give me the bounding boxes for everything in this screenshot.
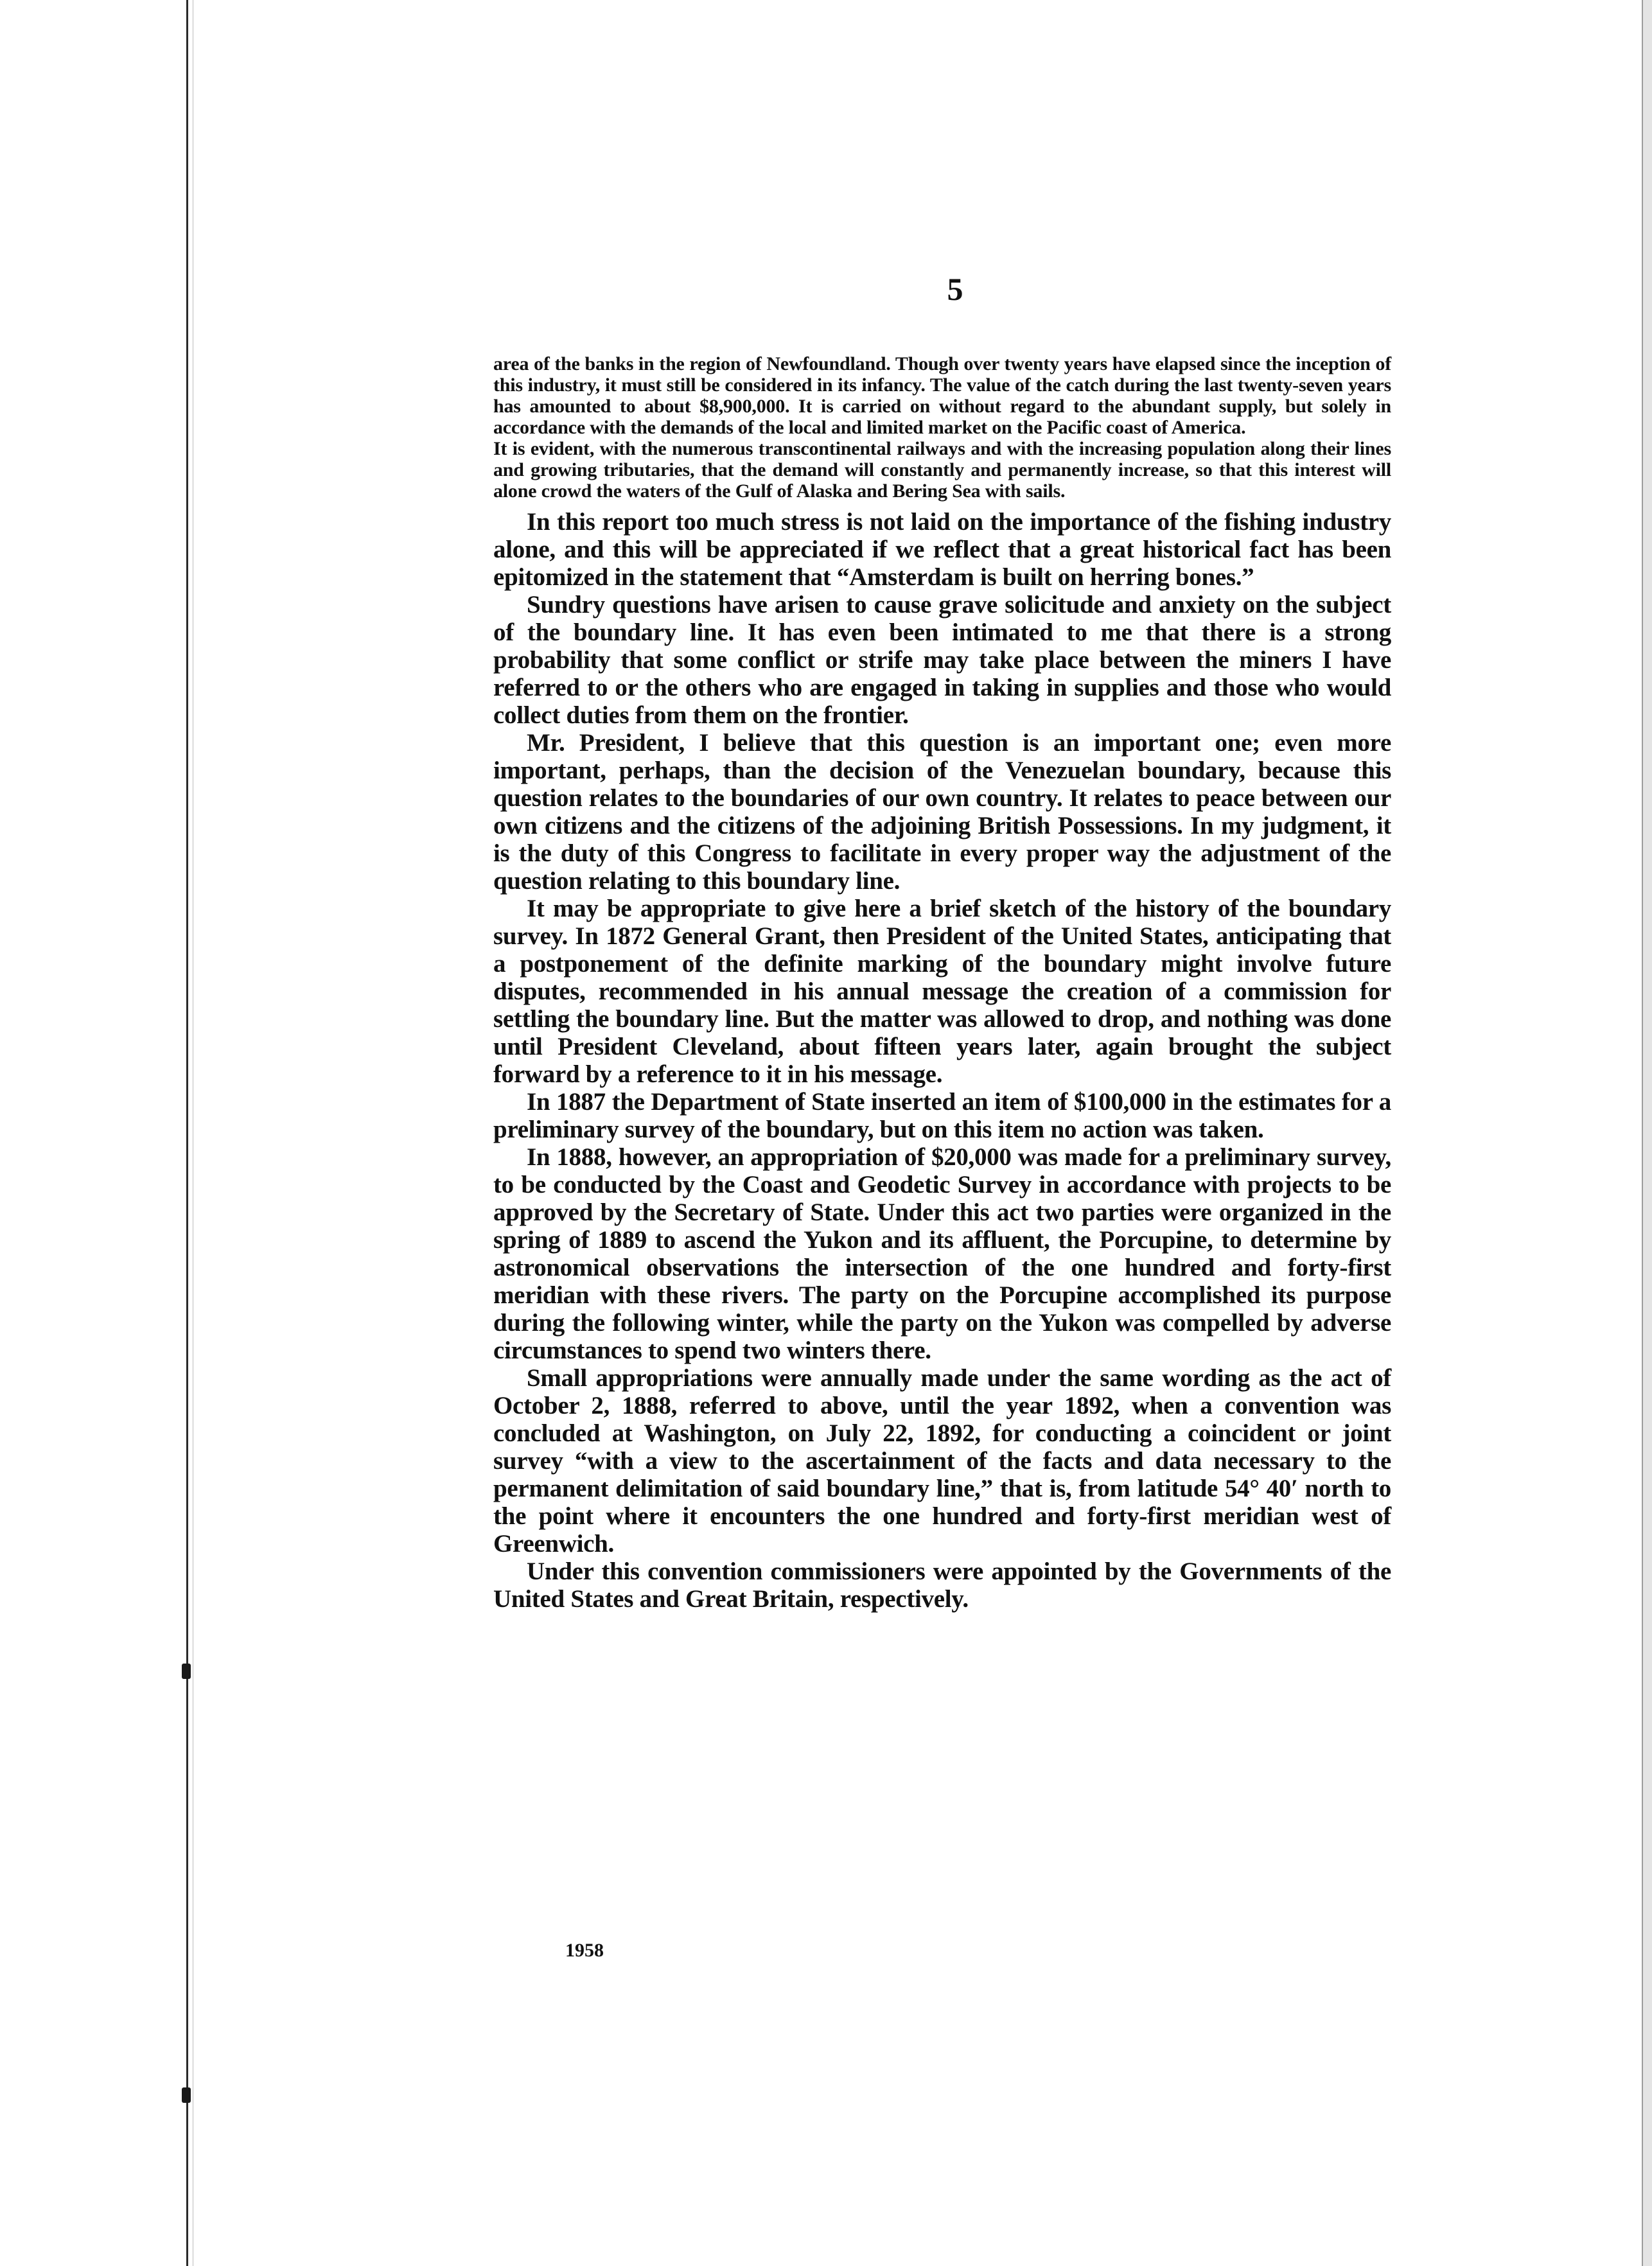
paragraph: Small appropriations were annually made under the same wording as the act of October 2, 1888, referred to above, until the year 1892, when a convention was concluded at Washington, on July 22, 1892, for conducting a coincident or joint survey “with a view to the ascertainment of the facts and data necessary to the permanent delimitation of said boundary line,” that is, from latitude 54° 40′ north to the point where it encounters the one hundred and forty-first meridian west of Greenwich. [493, 1364, 1391, 1558]
page-number: 5 [947, 271, 963, 307]
paragraph: Sundry questions have arisen to cause grave solicitude and anxiety on the subject of the boundary line. It has even been intimated to me that there is a strong probability that some conflict or strife may take place between the miners I have referred to or the others who are engaged in taking in supplies and those who would collect duties from them on the frontier. [493, 591, 1391, 729]
paragraph: It may be appropriate to give here a brief sketch of the history of the boundary survey. In 1872 General Grant, then President of the United States, anticipating that a postponement of the definite marking of the boundary might involve future disputes, recommended in his annual message the creation of a commission for settling the boundary line. But the matter was allowed to drop, and nothing was done until President Cleveland, about fifteen years later, again brought the subject forward by a reference to it in his message. [493, 895, 1391, 1088]
body-text [493, 508, 1391, 1613]
quoted-passage [493, 353, 1391, 502]
paragraph: In 1888, however, an appropriation of $20,000 was made for a preliminary survey, to be conducted by the Coast and Geodetic Survey in accordance with projects to be approved by the Secretary of State. Under this act two parties were organized in the spring of 1889 to ascend the Yukon and its affluent, the Porcupine, to determine by astronomical observations the intersection of the one hundred and forty-first meridian with these rivers. The party on the Porcupine accomplished its purpose during the following winter, while the party on the Yukon was compelled by adverse circumstances to spend two winters there. [493, 1143, 1391, 1364]
quoted-paragraph: It is evident, with the numerous transcontinental railways and with the increasing population along their lines and growing tributaries, that the demand will constantly and permanently increase, so that this interest will alone crowd the waters of the Gulf of Alaska and Bering Sea with sails. [493, 438, 1391, 502]
page-right-edge [1642, 0, 1652, 2266]
binding-edge-line [186, 0, 188, 2266]
paragraph: Mr. President, I believe that this question is an important one; even more important, perhaps, than the decision of the Venezuelan boundary, because this question relates to the boundaries of our own country. It relates to peace between our own citizens and the citizens of the adjoining British Possessions. In my judgment, it is the duty of this Congress to facilitate in every proper way the adjustment of the question relating to this boundary line. [493, 729, 1391, 895]
paragraph: In this report too much stress is not laid on the importance of the fishing industry alone, and this will be appreciated if we reflect that a great historical fact has been epitomized in the statement that “Amsterdam is built on herring bones.” [493, 508, 1391, 591]
paragraph: Under this convention commissioners were appointed by the Governments of the United States and Great Britain, respectively. [493, 1558, 1391, 1613]
paragraph: In 1887 the Department of State inserted an item of $100,000 in the estimates for a preliminary survey of the boundary, but on this item no action was taken. [493, 1088, 1391, 1143]
binding-mark [182, 2087, 191, 2103]
text-column [493, 270, 1391, 1613]
footer-document-number: 1958 [565, 1940, 604, 1961]
binding-mark [182, 1664, 191, 1679]
quoted-paragraph: area of the banks in the region of Newfoundland. Though over twenty years have elapsed since the inception of this industry, it must still be considered in its infancy. The value of the catch during the last twenty-seven years has amounted to about $8,900,000. It is carried on without regard to the abundant supply, but solely in accordance with the demands of the local and limited market on the Pacific coast of America. [493, 353, 1391, 438]
